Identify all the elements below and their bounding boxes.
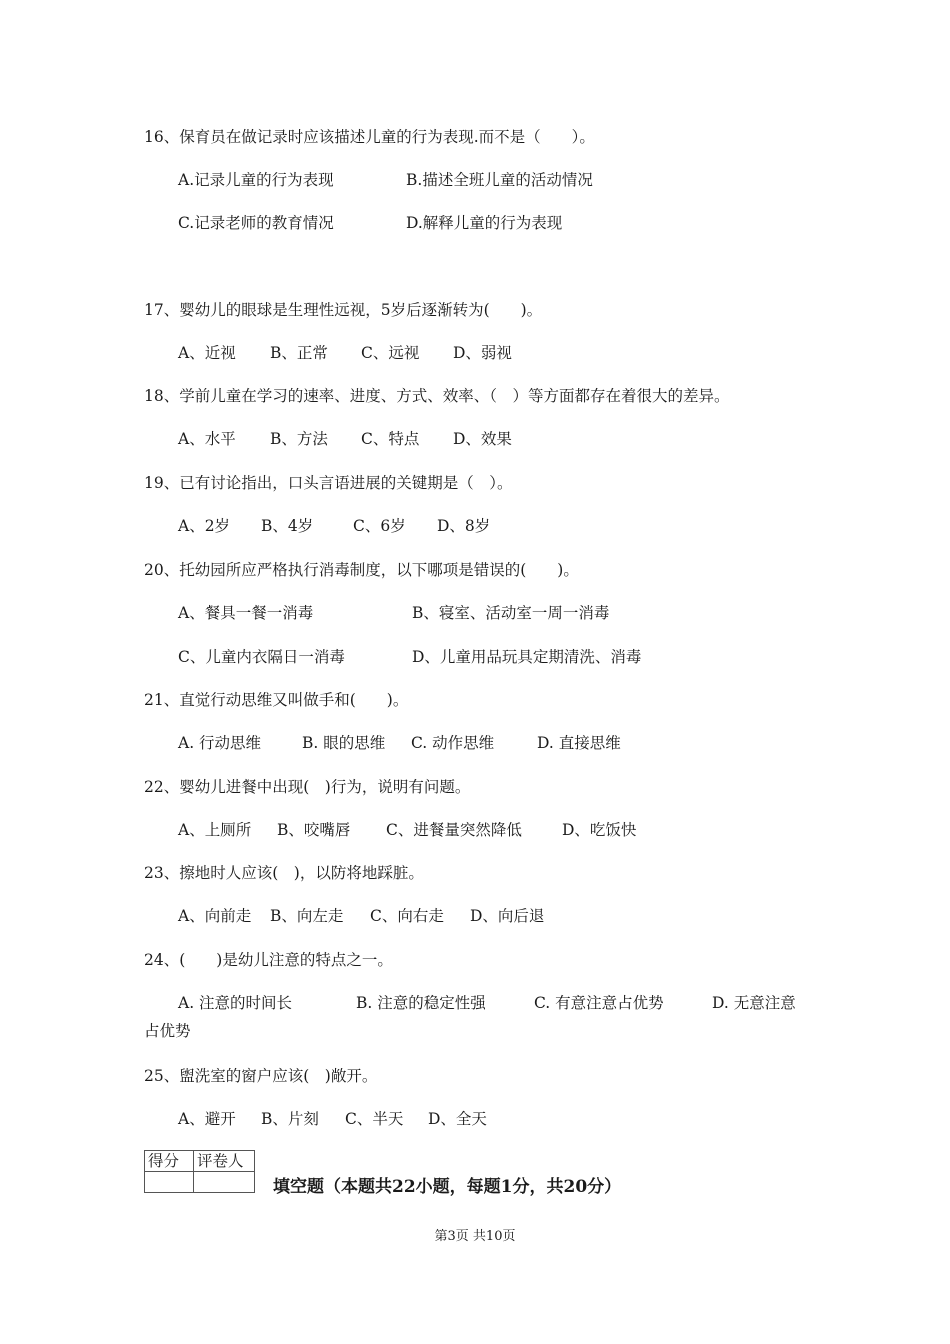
question-24-option-b: B. 注意的稳定性强 [356, 994, 486, 1012]
question-19-option-d: D、8岁 [437, 517, 491, 535]
question-23-option-b: B、向左走 [270, 907, 344, 925]
question-17-option-a: A、近视 [178, 344, 236, 362]
score-header: 得分 [145, 1151, 194, 1172]
question-16-option-d: D.解释儿童的行为表现 [406, 214, 563, 232]
question-21-option-a: A. 行动思维 [178, 734, 262, 752]
question-24-option-d-continuation: 占优势 [144, 1022, 191, 1040]
question-16-option-c: C.记录老师的教育情况 [178, 214, 334, 232]
question-21-option-d: D. 直接思维 [537, 734, 621, 752]
score-cell[interactable] [145, 1172, 194, 1193]
question-23-option-d: D、向后退 [470, 907, 545, 925]
question-16-option-b: B.描述全班儿童的活动情况 [406, 171, 593, 189]
question-24-option-c: C. 有意注意占优势 [534, 994, 664, 1012]
question-21-option-b: B. 眼的思维 [302, 734, 386, 752]
score-table [144, 1150, 255, 1193]
question-24-stem: 24、( )是幼儿注意的特点之一。 [144, 951, 393, 969]
question-25-option-b: B、片刻 [261, 1110, 319, 1128]
question-23-option-a: A、向前走 [178, 907, 252, 925]
question-22-option-a: A、上厕所 [178, 821, 252, 839]
question-19-stem: 19、已有讨论指出，口头言语进展的关键期是（ ）。 [144, 474, 513, 492]
grader-header: 评卷人 [194, 1151, 255, 1172]
question-19-option-b: B、4岁 [261, 517, 314, 535]
question-21-option-c: C. 动作思维 [411, 734, 495, 752]
question-24-option-d: D. 无意注意 [712, 994, 796, 1012]
question-21-stem: 21、直觉行动思维又叫做手和( )。 [144, 691, 409, 709]
question-17-stem: 17、婴幼儿的眼球是生理性远视，5岁后逐渐转为( )。 [144, 301, 543, 319]
question-18-option-c: C、特点 [361, 430, 420, 448]
question-20-stem: 20、托幼园所应严格执行消毒制度，以下哪项是错误的( )。 [144, 561, 579, 579]
question-22-option-b: B、咬嘴唇 [277, 821, 351, 839]
question-20-option-a: A、餐具一餐一消毒 [178, 604, 314, 622]
question-18-option-b: B、方法 [270, 430, 328, 448]
question-22-option-c: C、进餐量突然降低 [386, 821, 522, 839]
page-footer: 第3页 共10页 [434, 1229, 516, 1244]
question-19-option-a: A、2岁 [178, 517, 231, 535]
question-24-option-a: A. 注意的时间长 [178, 994, 293, 1012]
question-25-stem: 25、盥洗室的窗户应该( )敞开。 [144, 1067, 378, 1085]
question-20-option-d: D、儿童用品玩具定期清洗、消毒 [412, 648, 642, 666]
question-17-option-c: C、远视 [361, 344, 420, 362]
question-18-stem: 18、学前儿童在学习的速率、进度、方式、效率、（ ）等方面都存在着很大的差异。 [144, 387, 730, 405]
question-19-option-c: C、6岁 [353, 517, 406, 535]
question-25-option-c: C、半天 [345, 1110, 404, 1128]
question-20-option-c: C、儿童内衣隔日一消毒 [178, 648, 345, 666]
question-18-option-a: A、水平 [178, 430, 236, 448]
question-25-option-a: A、避开 [178, 1110, 236, 1128]
question-17-option-b: B、正常 [270, 344, 328, 362]
question-22-stem: 22、婴幼儿进餐中出现( )行为，说明有问题。 [144, 778, 471, 796]
question-23-option-c: C、向右走 [370, 907, 444, 925]
question-22-option-d: D、吃饭快 [562, 821, 637, 839]
question-25-option-d: D、全天 [428, 1110, 487, 1128]
section-title: 填空题（本题共22小题，每题1分，共20分） [273, 1177, 622, 1197]
question-23-stem: 23、擦地时人应该( )，以防将地踩脏。 [144, 864, 424, 882]
question-16-option-a: A.记录儿童的行为表现 [178, 171, 334, 189]
grader-cell[interactable] [194, 1172, 255, 1193]
question-16-stem: 16、保育员在做记录时应该描述儿童的行为表现.而不是（ ）。 [144, 128, 595, 146]
question-18-option-d: D、效果 [453, 430, 512, 448]
question-17-option-d: D、弱视 [453, 344, 512, 362]
question-20-option-b: B、寝室、活动室一周一消毒 [412, 604, 610, 622]
